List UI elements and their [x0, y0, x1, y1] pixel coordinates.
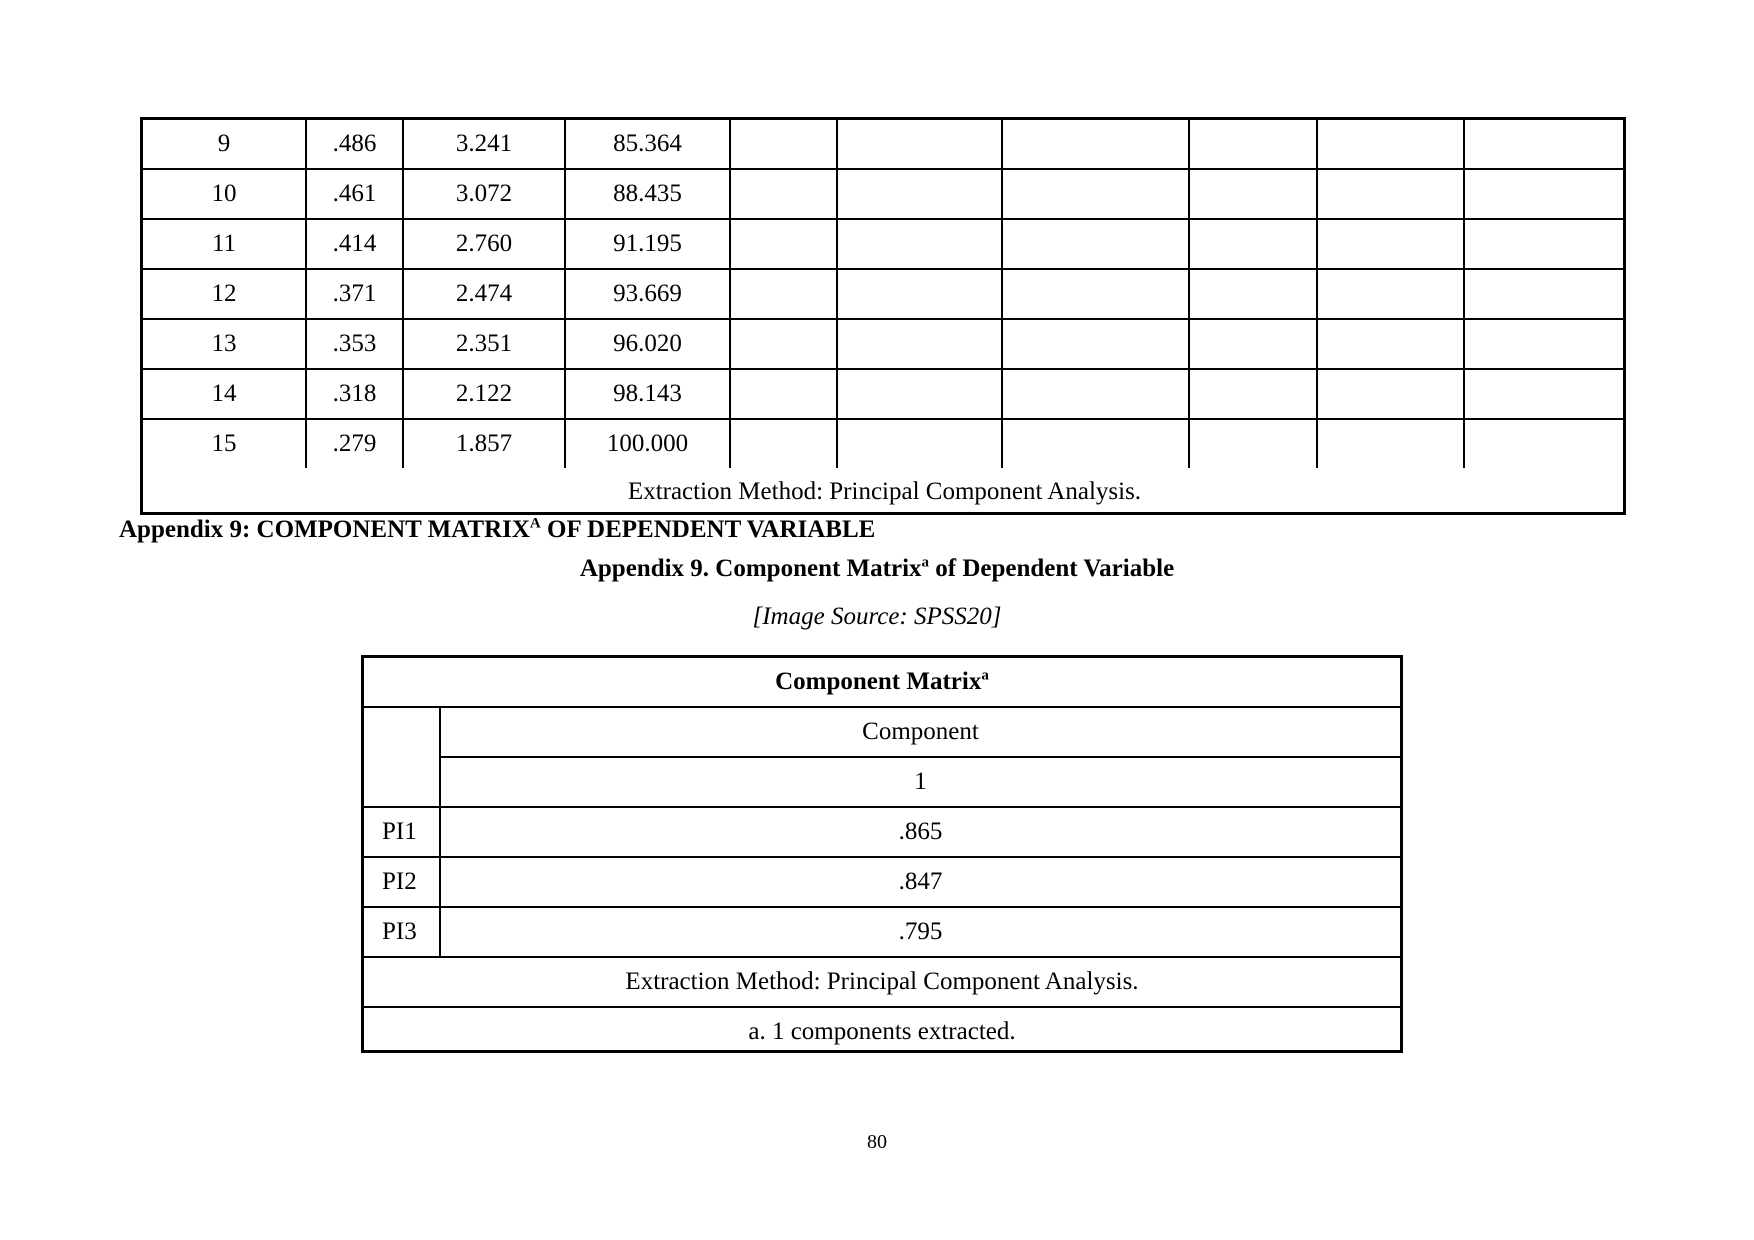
table-cell	[730, 169, 837, 219]
table-cell	[837, 319, 1002, 369]
table-cell: .461	[306, 169, 403, 219]
component-matrix-table	[361, 655, 1403, 1053]
table-cell	[1189, 319, 1317, 369]
table-footer-row	[143, 468, 1626, 516]
table-cell: 100.000	[565, 419, 730, 468]
appendix-heading-caps: Appendix 9: COMPONENT $MATRIX^A$ OF DEPENDENT VARIABLE	[119, 515, 876, 543]
table-cell	[837, 169, 1002, 219]
table-footer-row	[364, 957, 1400, 1007]
table-cell: 2.122	[403, 369, 565, 419]
table-cell: 3.072	[403, 169, 565, 219]
loading-value: .865	[440, 807, 1400, 857]
table-row	[143, 120, 1626, 169]
table-cell	[1002, 120, 1189, 169]
table-cell	[730, 369, 837, 419]
table-cell	[837, 269, 1002, 319]
table-cell: 93.669	[565, 269, 730, 319]
table-cell	[1464, 269, 1626, 319]
table-cell: 2.760	[403, 219, 565, 269]
component-number: 1	[440, 757, 1400, 807]
appendix-heading-title: Appendix 9. Component Matrix$^a$ of Dependent Variable	[579, 554, 1175, 582]
table-cell	[1002, 369, 1189, 419]
table-cell: .353	[306, 319, 403, 369]
table-cell	[1317, 319, 1464, 369]
eigenvalues-table-body	[143, 120, 1626, 468]
table-cell: 10	[143, 169, 306, 219]
table-title-row	[364, 658, 1400, 707]
table-cell	[730, 419, 837, 468]
component-header: Component	[440, 707, 1400, 757]
table-cell: 3.241	[403, 120, 565, 169]
table-cell	[1189, 120, 1317, 169]
table-cell: .486	[306, 120, 403, 169]
blank-corner-cell	[364, 707, 440, 807]
table-row	[364, 907, 1400, 957]
table-cell	[1464, 319, 1626, 369]
table-cell: 88.435	[565, 169, 730, 219]
table-cell	[837, 120, 1002, 169]
table-row	[143, 169, 1626, 219]
table-cell: 2.351	[403, 319, 565, 369]
table-cell: .279	[306, 419, 403, 468]
table-cell: .318	[306, 369, 403, 419]
table-cell	[1317, 419, 1464, 468]
table-cell: 14	[143, 369, 306, 419]
table-cell	[1002, 419, 1189, 468]
table-cell: 85.364	[565, 120, 730, 169]
table-cell: 13	[143, 319, 306, 369]
extraction-method-note: Extraction Method: Principal Component Analysis.	[627, 478, 1142, 505]
table-cell	[1189, 269, 1317, 319]
table-cell	[1189, 419, 1317, 468]
table-cell: 96.020	[565, 319, 730, 369]
table-row	[143, 419, 1626, 468]
image-source-caption: [Image Source: SPSS20]	[752, 603, 1002, 630]
table-cell	[1002, 319, 1189, 369]
table-cell	[730, 120, 837, 169]
components-extracted-note: a. 1 components extracted.	[364, 1007, 1400, 1056]
loading-value: .847	[440, 857, 1400, 907]
table-cell	[1189, 169, 1317, 219]
table-cell	[1464, 419, 1626, 468]
table-row	[143, 369, 1626, 419]
table-row	[364, 857, 1400, 907]
extraction-method-note: Extraction Method: Principal Component Analysis.	[364, 957, 1400, 1007]
loading-value: .795	[440, 907, 1400, 957]
table-cell	[1002, 169, 1189, 219]
table-cell	[1464, 169, 1626, 219]
table-cell	[837, 419, 1002, 468]
table-cell	[1002, 219, 1189, 269]
table-cell: 98.143	[565, 369, 730, 419]
table-cell	[837, 219, 1002, 269]
table-cell: 9	[143, 120, 306, 169]
table-cell	[1464, 219, 1626, 269]
table-cell	[1464, 369, 1626, 419]
page-number: 80	[867, 1131, 887, 1153]
table-cell	[1189, 369, 1317, 419]
table-cell	[837, 369, 1002, 419]
table-row	[143, 319, 1626, 369]
table-footer-row	[364, 1007, 1400, 1056]
table-cell: 2.474	[403, 269, 565, 319]
table-cell	[730, 219, 837, 269]
table-cell: 11	[143, 219, 306, 269]
row-label: PI3	[364, 907, 440, 957]
table-cell: .371	[306, 269, 403, 319]
table-row	[143, 219, 1626, 269]
row-label: PI1	[364, 807, 440, 857]
row-label: PI2	[364, 857, 440, 907]
table-cell: 1.857	[403, 419, 565, 468]
table-cell	[1464, 120, 1626, 169]
table-cell	[730, 269, 837, 319]
eigenvalues-table-continued	[140, 117, 1626, 515]
table-cell: .414	[306, 219, 403, 269]
table-cell: 91.195	[565, 219, 730, 269]
component-header-row	[364, 707, 1400, 757]
table-title: Component Matrix$^a$	[364, 658, 1400, 707]
table-cell	[1002, 269, 1189, 319]
table-cell	[1317, 369, 1464, 419]
table-cell	[1317, 269, 1464, 319]
table-cell: 12	[143, 269, 306, 319]
table-cell	[1317, 169, 1464, 219]
table-cell	[730, 319, 837, 369]
component-number-row	[364, 757, 1400, 807]
table-cell: 15	[143, 419, 306, 468]
table-row	[364, 807, 1400, 857]
table-cell	[1189, 219, 1317, 269]
table-cell	[1317, 219, 1464, 269]
table-cell	[1317, 120, 1464, 169]
table-row	[143, 269, 1626, 319]
